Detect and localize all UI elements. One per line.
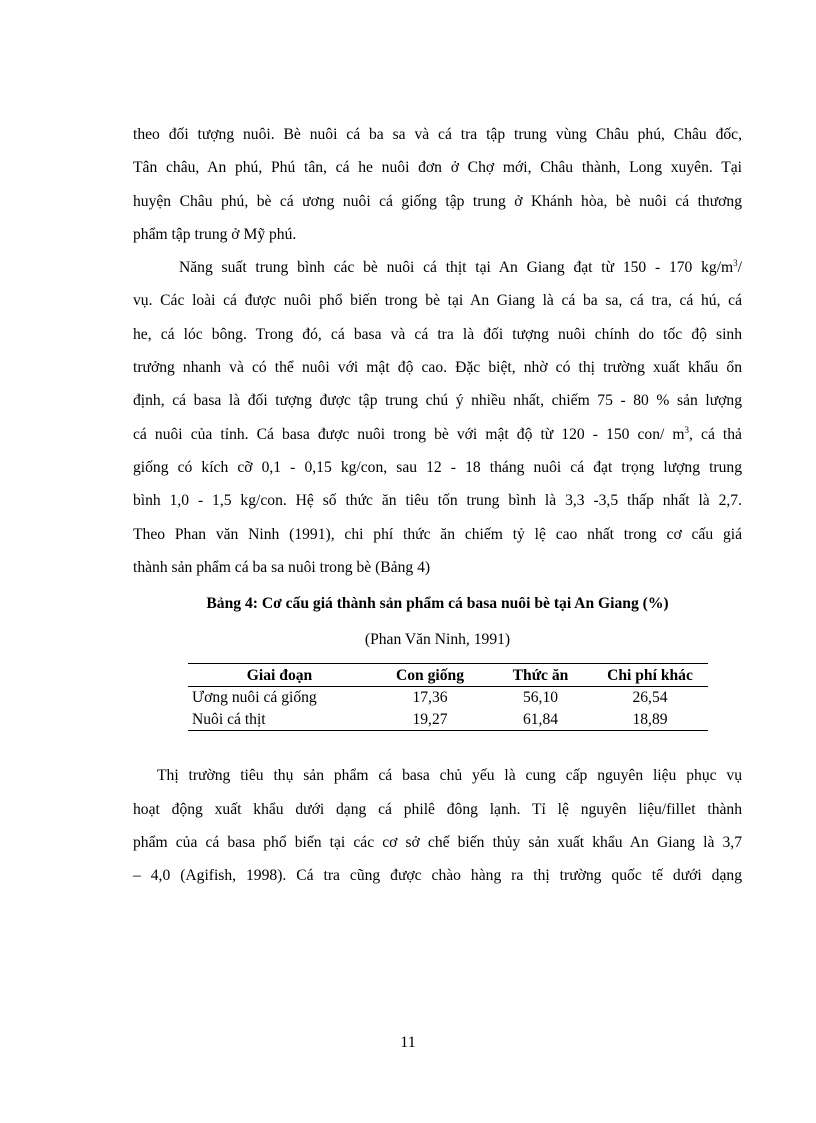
table-title: Bảng 4: Cơ cấu giá thành sản phẩm cá basa nuôi bè tại An Giang (%) (206, 595, 669, 613)
table-row (188, 687, 708, 709)
text-line: Tân châu, An phú, Phú tân, cá he nuôi đơn ở Chợ mới, Châu thành, Long xuyên. Tại (133, 159, 742, 177)
text-fragment: / (737, 259, 742, 277)
document-page (133, 118, 742, 892)
text-line: hoạt động xuất khẩu dưới dạng cá philê đông lạnh. Tỉ lệ nguyên liệu/fillet thành (133, 800, 742, 818)
text-line: huyện Châu phú, bè cá ương nuôi cá giống tập trung ở Khánh hòa, bè nuôi cá thương (133, 192, 742, 210)
table-cell: 56,10 (522, 689, 559, 707)
text-line: phẩm tập trung ở Mỹ phú. (133, 225, 297, 243)
text-line: phẩm của cá basa phổ biến tại các cơ sở chế biến thủy sản xuất khẩu An Giang là 3,7 (133, 833, 742, 851)
paragraph-2 (133, 251, 742, 584)
paragraph-3 (133, 759, 742, 892)
cost-structure-table (188, 663, 708, 732)
column-header-other-costs: Chi phí khác (592, 663, 708, 687)
table-cell: Nuôi cá thịt (188, 709, 371, 731)
paragraph-1 (133, 118, 742, 251)
text-line: bình 1,0 - 1,5 kg/con. Hệ số thức ăn tiêu tốn trung bình là 3,3 -3,5 thấp nhất là 2,7. (133, 492, 742, 510)
text-line: vụ. Các loài cá được nuôi phổ biến trong bè tại An Giang là cá ba sa, cá tra, cá hú, cá (133, 292, 742, 310)
text-line: he, cá lóc bông. Trong đó, cá basa và cá tra là đối tượng nuôi chính do tốc độ sinh (133, 325, 742, 343)
superscript: 3 (684, 424, 690, 435)
table-cell: 19,27 (371, 709, 489, 731)
text-fragment: , cá thả (689, 425, 742, 443)
column-header-seed: Con giống (371, 663, 489, 687)
text-fragment: cá nuôi của tỉnh. Cá basa được nuôi trong bè với mật độ từ 120 - 150 con/ m (133, 425, 685, 443)
text-line: Theo Phan văn Ninh (1991), chi phí thức ăn chiếm tỷ lệ cao nhất trong cơ cấu giá (133, 525, 742, 543)
table-source: (Phan Văn Ninh, 1991) (364, 631, 511, 649)
column-header-stage: Giai đoạn (188, 663, 371, 687)
table-header-row (188, 663, 708, 687)
page-number: 11 (400, 1034, 416, 1051)
text-line: theo đối tượng nuôi. Bè nuôi cá ba sa và cá tra tập trung vùng Châu phú, Châu đốc, (133, 126, 742, 143)
text-line (133, 418, 742, 451)
table-cell: 17,36 (412, 689, 448, 707)
table-cell: 61,84 (489, 709, 592, 731)
text-line: định, cá basa là đối tượng được tập trung chú ý nhiều nhất, chiếm 75 - 80 % sản lượng (133, 392, 742, 410)
column-header-feed: Thức ăn (489, 663, 592, 687)
text-line: – 4,0 (Agifish, 1998). Cá tra cũng được chào hàng ra thị trường quốc tế dưới dạng (133, 867, 742, 885)
text-line: thành sản phẩm cá ba sa nuôi trong bè (Bảng 4) (133, 558, 431, 576)
superscript: 3 (733, 258, 738, 269)
text-line: trưởng nhanh và có thể nuôi với mật độ cao. Đặc biệt, nhờ có thị trường xuất khẩu ổn (133, 359, 742, 377)
table-row (188, 709, 708, 731)
text-line (133, 251, 742, 284)
text-line: giống có kích cỡ 0,1 - 0,15 kg/con, sau 12 - 18 tháng nuôi cá đạt trọng lượng trung (133, 458, 742, 476)
text-fragment: Năng suất trung bình các bè nuôi cá thịt tại An Giang đạt từ 150 - 170 kg/m (179, 259, 734, 277)
table-cell: 18,89 (592, 709, 708, 731)
text-line: Thị trường tiêu thụ sản phẩm cá basa chủ yếu là cung cấp nguyên liệu phục vụ (157, 767, 742, 785)
table-cell: Ương nuôi cá giống (192, 689, 317, 707)
table-cell: 26,54 (632, 689, 668, 707)
